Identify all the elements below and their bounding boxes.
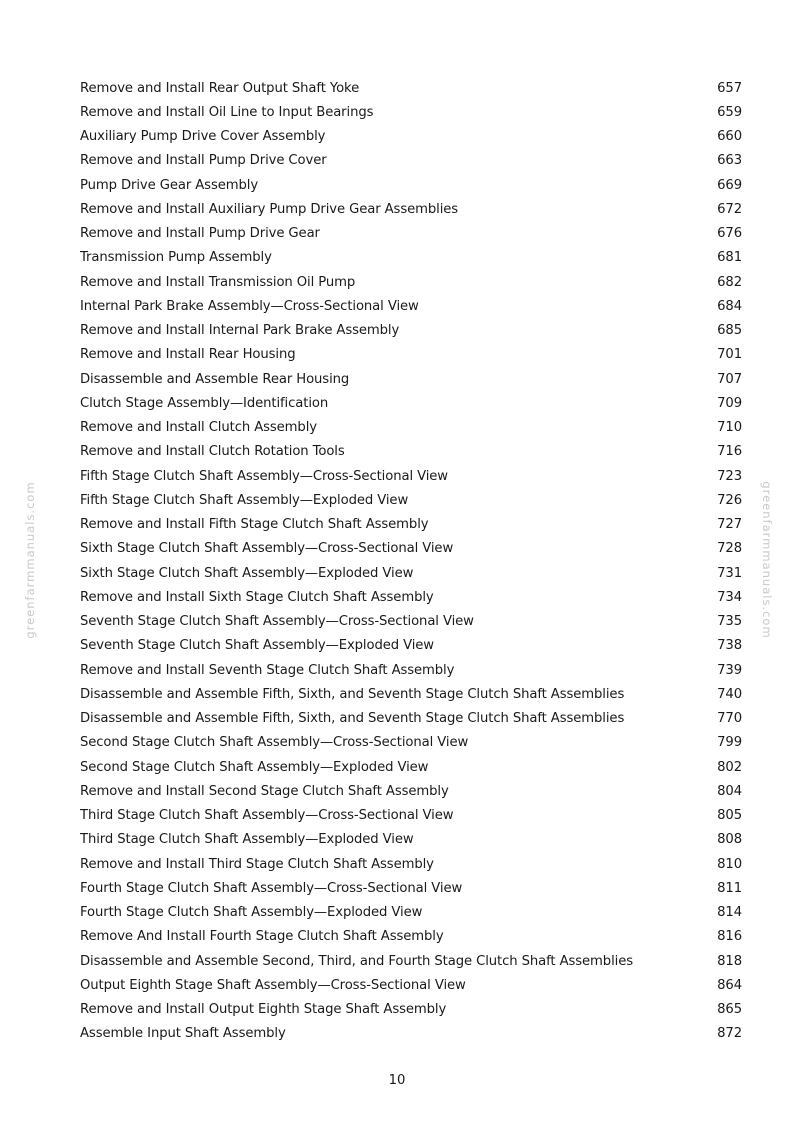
toc-entry[interactable] — [80, 561, 742, 585]
toc-entry-title: Disassemble and Assemble Fifth, Sixth, and Seventh Stage Clutch Shaft Assemblies — [80, 711, 625, 727]
toc-entry[interactable] — [80, 731, 742, 755]
toc-entry-page: 685 — [717, 323, 742, 339]
toc-entry-page: 657 — [717, 80, 742, 96]
toc-entry[interactable] — [80, 707, 742, 731]
toc-entry-page: 802 — [717, 759, 742, 775]
toc-entry[interactable] — [80, 125, 742, 149]
toc-entry-title: Transmission Pump Assembly — [80, 250, 272, 266]
toc-entry-page: 684 — [717, 298, 742, 314]
toc-entry-page: 810 — [717, 856, 742, 872]
watermark-right: greenfarmmanuals.com — [760, 481, 774, 639]
toc-entry-page: 818 — [717, 953, 742, 969]
toc-entry[interactable] — [80, 998, 742, 1022]
toc-entry-title: Third Stage Clutch Shaft Assembly—Exploded View — [80, 832, 414, 848]
toc-entry[interactable] — [80, 440, 742, 464]
toc-entry-title: Seventh Stage Clutch Shaft Assembly—Cross-Sectional View — [80, 614, 474, 630]
toc-entry-page: 701 — [717, 347, 742, 363]
toc-entry-page: 723 — [717, 468, 742, 484]
toc-entry-page: 716 — [717, 444, 742, 460]
toc-entry-page: 770 — [717, 711, 742, 727]
toc-entry[interactable] — [80, 367, 742, 391]
toc-entry-page: 728 — [717, 541, 742, 557]
toc-entry[interactable] — [80, 391, 742, 415]
toc-entry-title: Clutch Stage Assembly—Identification — [80, 395, 329, 411]
toc-entry[interactable] — [80, 1022, 742, 1046]
toc-entry-page: 738 — [717, 638, 742, 654]
toc-entry-page: 709 — [717, 395, 742, 411]
toc-entry[interactable] — [80, 828, 742, 852]
toc-entry[interactable] — [80, 610, 742, 634]
toc-entry-title: Remove and Install Rear Housing — [80, 347, 296, 363]
toc-entry-title: Remove and Install Rear Output Shaft Yoke — [80, 80, 360, 96]
toc-entry-page: 676 — [717, 226, 742, 242]
toc-entry[interactable] — [80, 488, 742, 512]
toc-entry-page: 682 — [717, 274, 742, 290]
toc-entry-title: Remove and Install Auxiliary Pump Drive Gear Assemblies — [80, 201, 459, 217]
toc-entry-page: 735 — [717, 614, 742, 630]
toc-entry[interactable] — [80, 343, 742, 367]
toc-entry-title: Fourth Stage Clutch Shaft Assembly—Exploded View — [80, 905, 423, 921]
toc-entry-page: 734 — [717, 589, 742, 605]
toc-entry[interactable] — [80, 876, 742, 900]
toc-entry-page: 663 — [717, 153, 742, 169]
table-of-contents — [80, 76, 742, 1046]
toc-entry[interactable] — [80, 925, 742, 949]
toc-entry[interactable] — [80, 949, 742, 973]
toc-entry-title: Remove and Install Seventh Stage Clutch Shaft Assembly — [80, 662, 455, 678]
toc-entry-title: Remove and Install Sixth Stage Clutch Shaft Assembly — [80, 589, 434, 605]
toc-entry-title: Pump Drive Gear Assembly — [80, 177, 259, 193]
toc-entry[interactable] — [80, 76, 742, 100]
toc-entry-title: Disassemble and Assemble Fifth, Sixth, and Seventh Stage Clutch Shaft Assemblies — [80, 686, 625, 702]
toc-entry-title: Remove and Install Internal Park Brake Assembly — [80, 323, 400, 339]
toc-entry-page: 816 — [717, 929, 742, 945]
toc-entry-page: 864 — [717, 977, 742, 993]
toc-entry-title: Fourth Stage Clutch Shaft Assembly—Cross-Sectional View — [80, 880, 463, 896]
toc-entry-title: Remove and Install Transmission Oil Pump — [80, 274, 356, 290]
toc-entry-title: Sixth Stage Clutch Shaft Assembly—Exploded View — [80, 565, 414, 581]
toc-entry-page: 872 — [717, 1026, 742, 1042]
toc-entry-title: Remove and Install Clutch Rotation Tools — [80, 444, 345, 460]
toc-entry-title: Remove and Install Clutch Assembly — [80, 420, 317, 436]
toc-entry-title: Second Stage Clutch Shaft Assembly—Exploded View — [80, 759, 429, 775]
toc-entry-title: Disassemble and Assemble Second, Third, and Fourth Stage Clutch Shaft Assemblies — [80, 953, 633, 969]
toc-entry[interactable] — [80, 585, 742, 609]
toc-entry-title: Remove and Install Oil Line to Input Bearings — [80, 104, 374, 120]
watermark-left: greenfarmmanuals.com — [23, 481, 37, 639]
toc-entry-title: Internal Park Brake Assembly—Cross-Sectional View — [80, 298, 419, 314]
toc-entry[interactable] — [80, 513, 742, 537]
toc-entry-title: Auxiliary Pump Drive Cover Assembly — [80, 129, 326, 145]
toc-entry-page: 805 — [717, 808, 742, 824]
toc-entry-page: 727 — [717, 517, 742, 533]
toc-entry[interactable] — [80, 100, 742, 124]
toc-entry-page: 739 — [717, 662, 742, 678]
toc-entry-title: Remove and Install Second Stage Clutch Shaft Assembly — [80, 783, 449, 799]
toc-entry[interactable] — [80, 901, 742, 925]
toc-entry-title: Third Stage Clutch Shaft Assembly—Cross-Sectional View — [80, 808, 454, 824]
toc-entry-title: Second Stage Clutch Shaft Assembly—Cross-Sectional View — [80, 735, 469, 751]
toc-entry[interactable] — [80, 222, 742, 246]
toc-entry-page: 814 — [717, 905, 742, 921]
toc-entry-page: 707 — [717, 371, 742, 387]
toc-entry-title: Remove and Install Third Stage Clutch Shaft Assembly — [80, 856, 434, 872]
toc-entry-page: 672 — [717, 201, 742, 217]
toc-entry[interactable] — [80, 173, 742, 197]
toc-entry-page: 669 — [717, 177, 742, 193]
toc-entry[interactable] — [80, 464, 742, 488]
toc-entry-title: Fifth Stage Clutch Shaft Assembly—Cross-Sectional View — [80, 468, 448, 484]
toc-entry[interactable] — [80, 634, 742, 658]
toc-entry[interactable] — [80, 779, 742, 803]
toc-entry-page: 808 — [717, 832, 742, 848]
toc-entry-page: 799 — [717, 735, 742, 751]
toc-entry[interactable] — [80, 197, 742, 221]
toc-entry-page: 740 — [717, 686, 742, 702]
toc-entry[interactable] — [80, 755, 742, 779]
page-number: 10 — [388, 1073, 406, 1088]
toc-entry-page: 865 — [717, 1002, 742, 1018]
toc-entry[interactable] — [80, 416, 742, 440]
toc-entry[interactable] — [80, 319, 742, 343]
toc-entry[interactable] — [80, 294, 742, 318]
toc-entry[interactable] — [80, 852, 742, 876]
toc-entry-title: Remove and Install Pump Drive Gear — [80, 226, 320, 242]
toc-entry-title: Sixth Stage Clutch Shaft Assembly—Cross-Sectional View — [80, 541, 454, 557]
toc-entry-page: 804 — [717, 783, 742, 799]
toc-entry-title: Remove and Install Output Eighth Stage Shaft Assembly — [80, 1002, 447, 1018]
toc-entry[interactable] — [80, 804, 742, 828]
toc-entry-page: 660 — [717, 129, 742, 145]
toc-entry[interactable] — [80, 537, 742, 561]
toc-entry-title: Fifth Stage Clutch Shaft Assembly—Exploded View — [80, 492, 409, 508]
toc-entry[interactable] — [80, 682, 742, 706]
toc-entry-title: Remove and Install Pump Drive Cover — [80, 153, 327, 169]
toc-entry-page: 681 — [717, 250, 742, 266]
toc-entry[interactable] — [80, 149, 742, 173]
toc-entry[interactable] — [80, 658, 742, 682]
toc-entry-page: 710 — [717, 420, 742, 436]
toc-entry-page: 811 — [717, 880, 742, 896]
toc-entry-title: Remove And Install Fourth Stage Clutch Shaft Assembly — [80, 929, 444, 945]
toc-entry[interactable] — [80, 270, 742, 294]
toc-entry-title: Seventh Stage Clutch Shaft Assembly—Exploded View — [80, 638, 434, 654]
toc-entry-title: Assemble Input Shaft Assembly — [80, 1026, 286, 1042]
toc-entry-title: Remove and Install Fifth Stage Clutch Shaft Assembly — [80, 517, 429, 533]
toc-entry-title: Disassemble and Assemble Rear Housing — [80, 371, 350, 387]
toc-entry-title: Output Eighth Stage Shaft Assembly—Cross-Sectional View — [80, 977, 466, 993]
toc-entry-page: 659 — [717, 104, 742, 120]
toc-entry-page: 726 — [717, 492, 742, 508]
toc-entry[interactable] — [80, 246, 742, 270]
toc-entry[interactable] — [80, 973, 742, 997]
toc-entry-page: 731 — [717, 565, 742, 581]
